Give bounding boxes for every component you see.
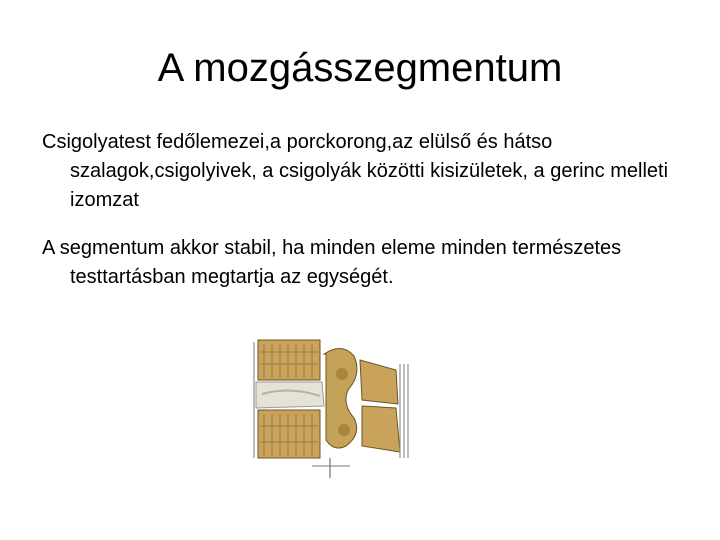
upper-vertebral-body	[258, 340, 320, 380]
paragraph-segment-components: Csigolyatest fedőlemezei,a porckorong,az elülső és hátso szalagok,csigolyivek, a csigolyák közötti kisizületek, a gerinc melleti izomzat	[42, 131, 669, 211]
slide-title: A mozgásszegmentum	[157, 46, 563, 90]
spinous-process	[360, 360, 398, 404]
spine-segment-icon	[250, 334, 422, 480]
slide-body	[42, 128, 682, 311]
spine-segment-illustration	[250, 334, 422, 480]
lower-vertebral-body	[258, 410, 320, 458]
paragraph-segment-stability: A segmentum akkor stabil, ha minden eleme minden természetes testtartásban megtartja az egységét.	[42, 237, 622, 288]
